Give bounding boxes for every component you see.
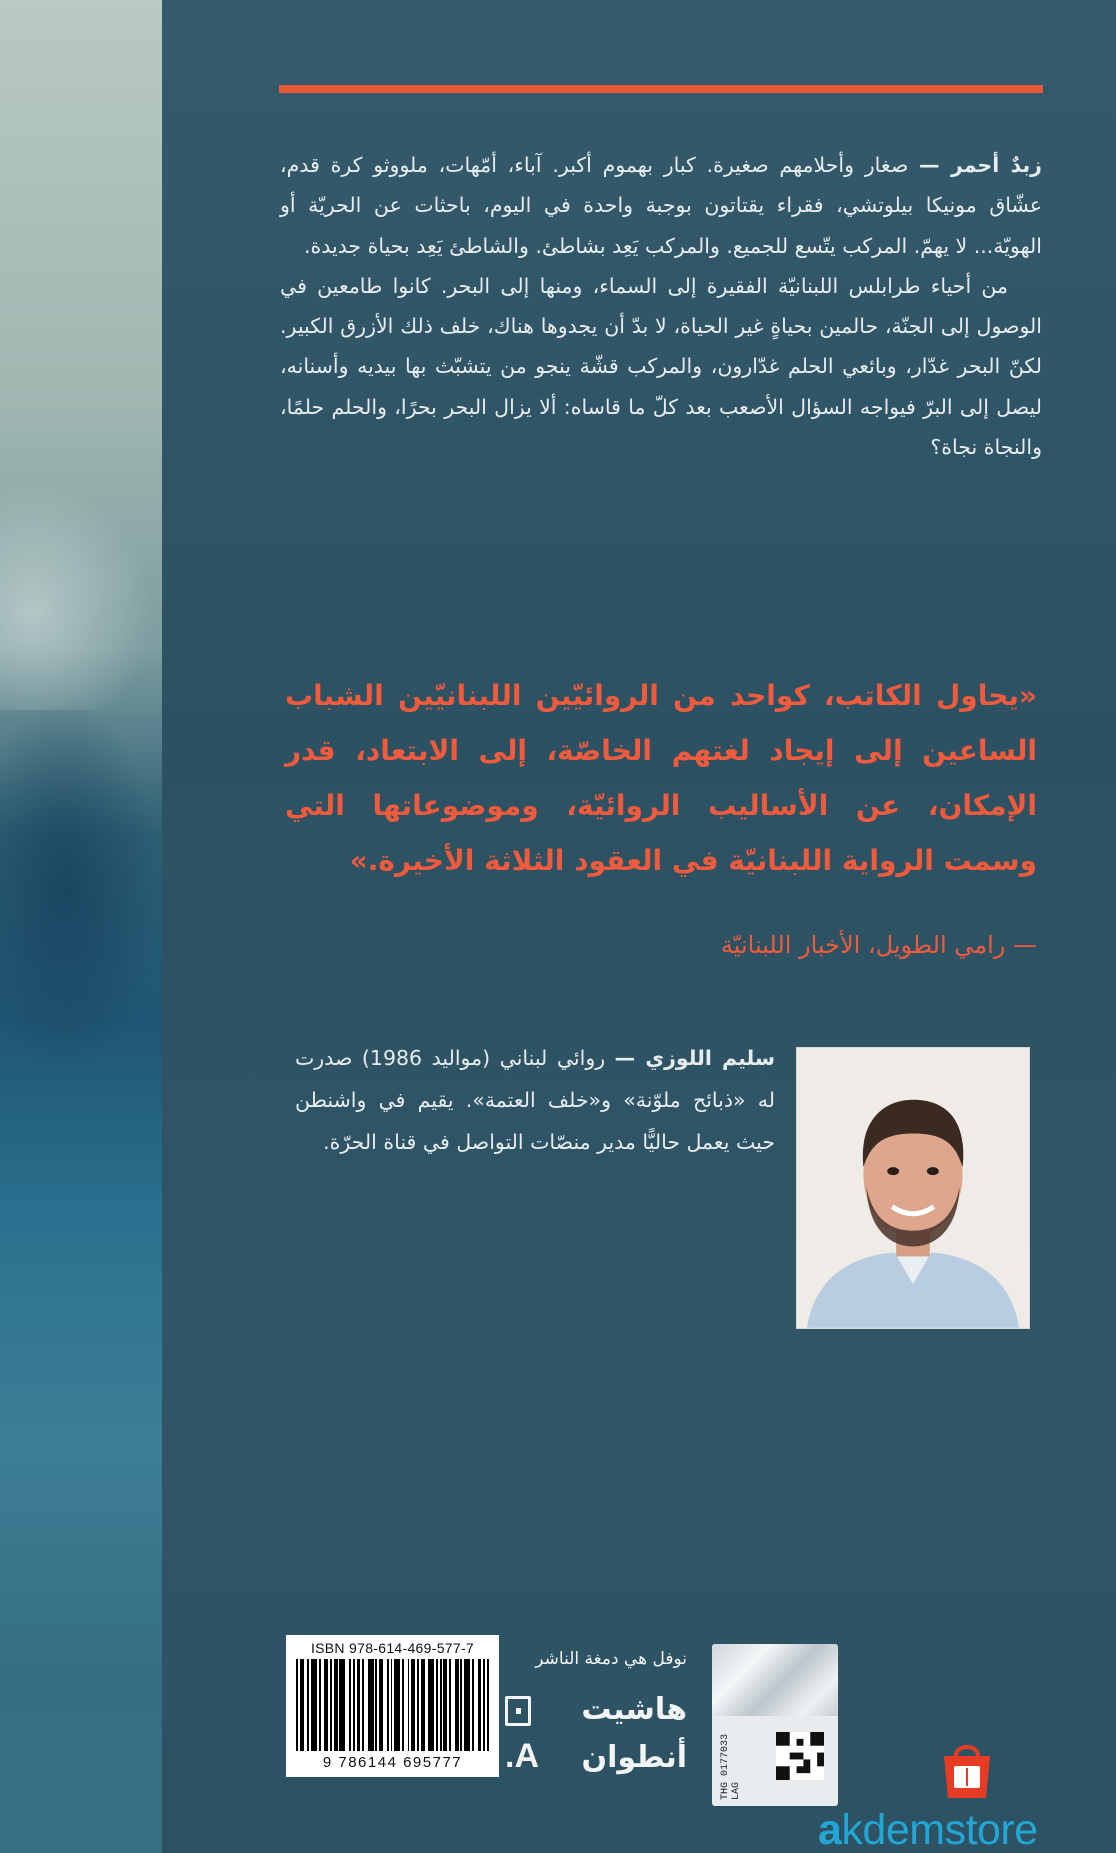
store-logo (818, 1808, 1116, 1853)
publisher-name-hachette: هاشيت (581, 1692, 687, 1727)
barcode-bar (487, 1659, 489, 1751)
book-blurb (280, 145, 1042, 467)
store-badge-icon (936, 1742, 998, 1800)
blurb-text-1: صغار وأحلامهم صغيرة. كبار بهموم أكبر. آباء، أمّهات، ملووثو كرة قدم، عشّاق مونيكا بيلوتشي، فقراء يقتاتون بوجبة واحدة في اليوم، باحثات عن الحريّة أو الهويّة... لا يهمّ. المركب يتّسع للجميع. والمركب يَعِد بشاطئ. والشاطئ يَعِد بحياة جديدة. (280, 153, 1042, 258)
store-logo-a: a (818, 1806, 842, 1853)
orange-divider (279, 85, 1043, 93)
blurb-paragraph-1 (280, 145, 1042, 266)
author-name: سليم اللوزي — (614, 1046, 776, 1070)
publisher-name-antoine: أنطوان (581, 1740, 687, 1775)
isbn-label: ISBN 978-614-469-577-7 (310, 1640, 475, 1656)
publisher-block (505, 1648, 705, 1778)
store-logo-text: kdemstore (841, 1806, 1038, 1853)
library-sticker (712, 1644, 838, 1806)
author-photo (796, 1047, 1030, 1329)
isbn-digits: 9 786144 695777 (322, 1754, 463, 1771)
author-portrait (797, 1048, 1029, 1328)
author-bio-text: روائي لبناني (مواليد 1986) صدرت له «ذبائح ملوّنة» و«خلف العتمة». يقيم في واشنطن حيث يعمل حاليًّا مدير منصّات التواصل في قناة الحرّة. (295, 1046, 775, 1154)
blurb-paragraph-2: من أحياء طرابلس اللبنانيّة الفقيرة إلى السماء، ومنها إلى البحر. كانوا طامعين في الوصول إلى الجنّة، حالمين بحياةٍ غير الحياة، لا بدّ أن يجدوها هناك، خلف ذلك الأزرق الكبير. لكنّ البحر غدّار، وبائعي الحلم غدّارون، والمركب قشّة ينجو من يتشبّث بها بيديه وأسنانه، ليصل إلى البرّ فيواجه السؤال الأصعب بعد كلّ ما قاساه: ألا يزال البحر بحرًا، والحلم حلمًا، والنجاة نجاة؟ (280, 273, 1042, 460)
antoine-logo-icon: A. (505, 1737, 540, 1775)
publisher-tagline: نوفل هي دمغة الناشر (535, 1649, 687, 1669)
hologram-icon (712, 1644, 838, 1716)
hachette-logo-icon (505, 1696, 531, 1726)
wave-crest (0, 700, 162, 1080)
review-quote-source: — رامي الطويل، الأخبار اللبنانيّة (720, 931, 1037, 959)
isbn-barcode (286, 1635, 499, 1777)
qr-code-icon (776, 1732, 824, 1780)
author-bio (295, 1037, 775, 1163)
blurb-title: زبدٌ أحمر — (919, 153, 1042, 177)
review-quote: «يحاول الكاتب، كواحد من الروائيّين اللبنانيّين الشباب الساعين إلى إيجاد لغتهم الخاصّة، إلى الابتعاد، قدر الإمكان، عن الأساليب الروائيّة، وموضوعاتها التي وسمت الرواية اللبنانيّة في العقود الثلاثة الأخيرة.» (285, 679, 1037, 877)
wave-foam (0, 470, 162, 710)
cover-wave-image (0, 0, 162, 1853)
barcode-bars (292, 1659, 493, 1751)
sticker-code: THG 0177033 LAG (720, 1733, 742, 1800)
